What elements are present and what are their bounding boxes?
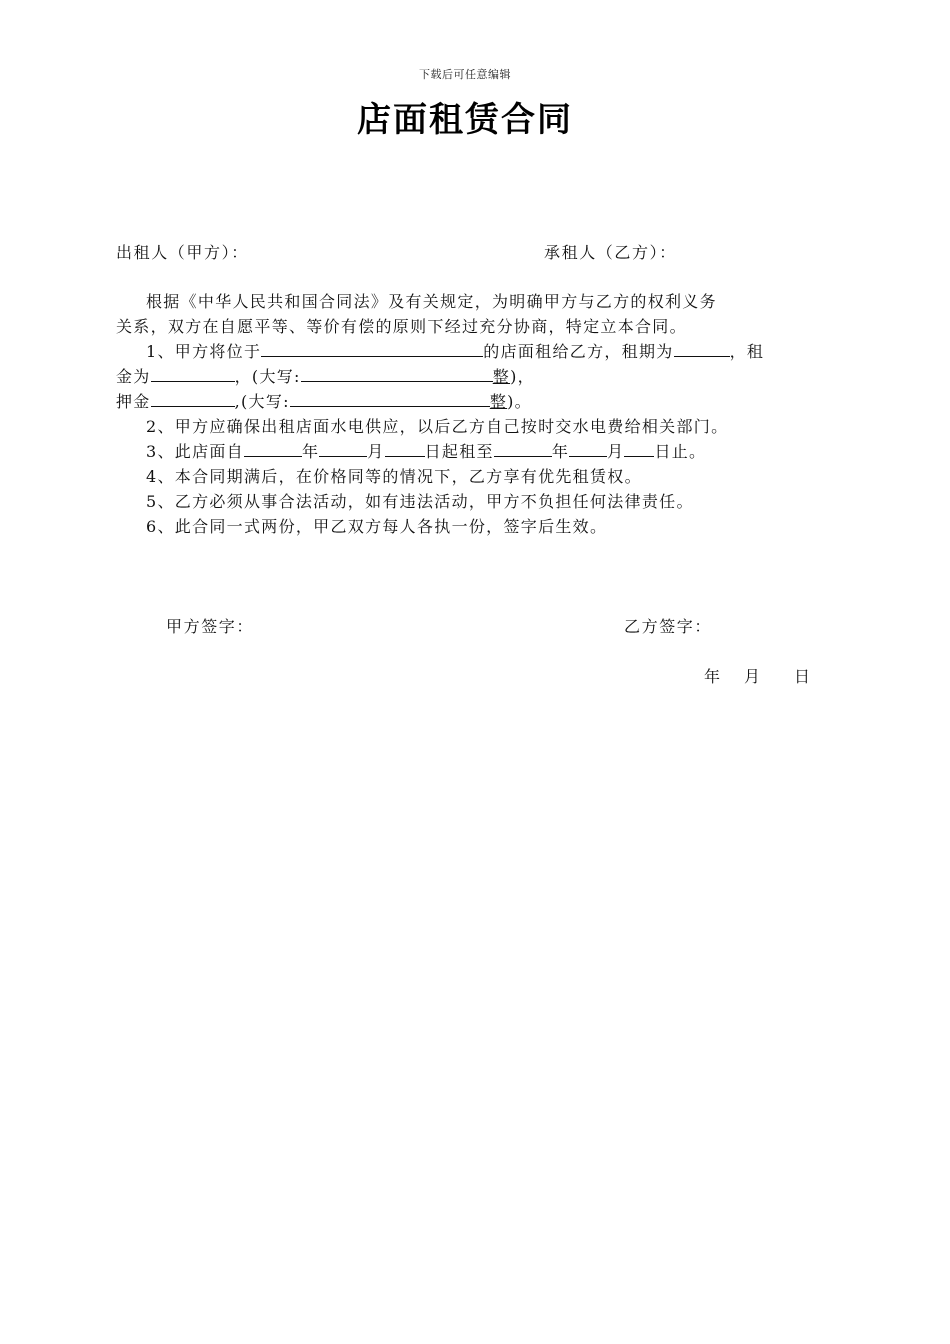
deposit-label: 押金 [116,392,151,411]
end-month-blank[interactable] [569,439,607,457]
clause-1-line-1 [116,339,818,364]
clause-1-rent-start: ，租 [729,342,765,361]
rent-amount-blank[interactable] [151,364,235,382]
date-day-label: 日 [794,667,811,686]
end-year-blank[interactable] [494,439,552,457]
clause-3 [116,439,818,464]
end-month-label: 月 [607,442,625,461]
rent-close: )， [510,367,535,386]
end-day-label: 日止。 [654,442,707,461]
end-day-blank[interactable] [624,439,654,457]
clause-1-line-3 [116,389,818,414]
clause-6: 6、此合同一式两份，甲乙双方每人各执一份，签字后生效。 [146,517,608,536]
lease-term-blank[interactable] [674,339,730,357]
contract-body [116,289,818,539]
clause-2: 2、甲方应确保出租店面水电供应，以后乙方自己按时交水电费给相关部门。 [146,417,729,436]
start-year-blank[interactable] [244,439,302,457]
document-title: 店面租赁合同 [357,100,573,140]
signature-date [704,664,810,687]
start-day-label: 日起租至 [424,442,494,461]
date-month-label: 月 [744,667,761,686]
lessee-label: 承租人（乙方）： [544,243,677,262]
rent-capital-label: ，(大写: [234,367,301,386]
rent-whole-word: 整 [492,367,511,386]
rent-capital-blank[interactable] [301,364,493,382]
parties-row [116,240,816,262]
party-a-signature-label: 甲方签字： [166,617,255,636]
start-month-blank[interactable] [319,439,367,457]
lessor-label: 出租人（甲方）： [116,243,249,262]
start-month-label: 月 [367,442,385,461]
location-blank[interactable] [261,339,483,357]
deposit-close: )。 [507,392,532,411]
deposit-capital-label: ,(大写: [234,392,290,411]
preamble-line-2: 关系，双方在自愿平等、等价有偿的原则下经过充分协商，特定立本合同。 [116,317,687,336]
clause-5: 5、乙方必须从事合法活动，如有违法活动，甲方不负担任何法律责任。 [146,492,694,511]
end-year-label: 年 [551,442,570,461]
deposit-amount-blank[interactable] [151,389,235,407]
page-header-note: 下载后可任意编辑 [419,68,511,81]
clause-3-prefix: 3、此店面自 [146,442,244,461]
clause-1-location-prefix: 1、甲方将位于 [146,342,262,361]
party-b-signature-label: 乙方签字： [624,617,713,636]
preamble-line-1: 根据《中华人民共和国合同法》及有关规定，为明确甲方与乙方的权利义务 [146,292,717,311]
deposit-whole-word: 整 [489,392,508,411]
date-year-label: 年 [704,667,721,686]
clause-1-term-label: 的店面租给乙方，租期为 [483,342,674,361]
start-year-label: 年 [301,442,320,461]
clause-1-line-2 [116,364,818,389]
deposit-capital-blank[interactable] [290,389,490,407]
start-day-blank[interactable] [385,439,425,457]
rent-label: 金为 [116,367,151,386]
clause-4: 4、本合同期满后，在价格同等的情况下，乙方享有优先租赁权。 [146,467,642,486]
